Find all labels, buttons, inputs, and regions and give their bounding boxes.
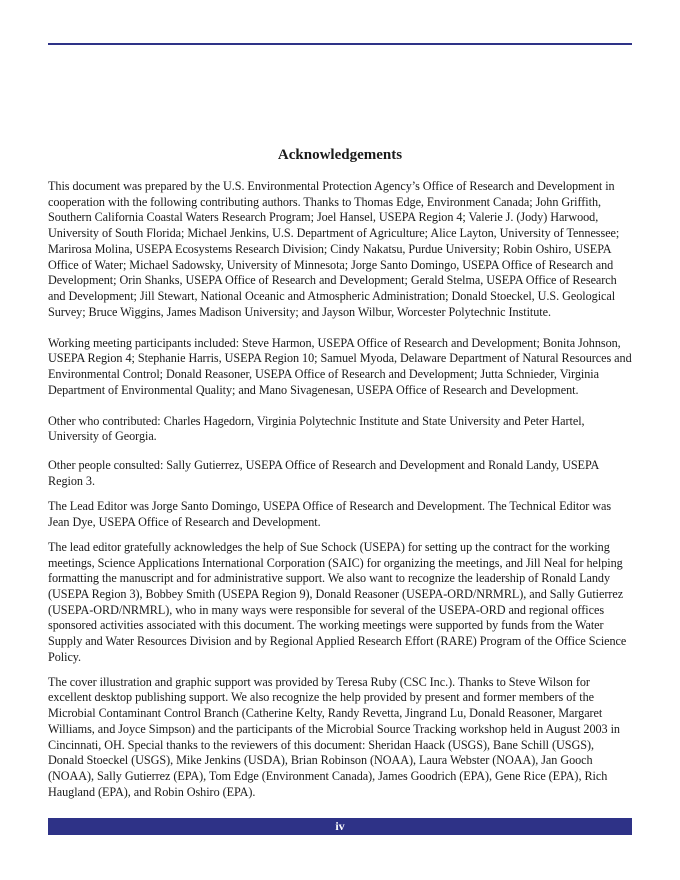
acknowledgements-body bbox=[48, 179, 632, 800]
paragraph-editors: The Lead Editor was Jorge Santo Domingo, USEPA Office of Research and Development. The Technical Editor was Jean Dye, USEPA Office of Research and Development. bbox=[48, 499, 612, 529]
footer-bar bbox=[48, 818, 632, 835]
page-number: iv bbox=[335, 819, 345, 833]
paragraph-people-consulted: Other people consulted: Sally Gutierrez, USEPA Office of Research and Development and Ronald Landy, USEPA Region 3. bbox=[48, 458, 599, 489]
paragraph-cover-and-reviewers: The cover illustration and graphic support was provided by Teresa Ruby (CSC Inc.). Thanks to Steve Wilson for excellent desktop publishing support. We also recognize the help provided by present and former members of the Microbial Contaminant Control Branch (Catherine Kelty, Randy Revetta, Jingrand Lu, Donald Reasoner, Margaret Williams, and Joyce Simpson) and the participants of the Microbial Source Tracking workshop held in August 2003 in Cincinnati, OH. Special thanks to the reviewers of this document: Sheridan Haack (USGS), Bane Schill (USGS), Donald Stoeckel (USGS), Mike Jenkins (USDA), Brian Robinson (NOAA), Laura Webster (NOAA), Jan Gooch (NOAA), Sally Gutierrez (EPA), Tom Edge (Environment Canada), James Goodrich (EPA), Gene Rice (EPA), Rich Haugland (EPA), and Robin Oshiro (EPA). bbox=[48, 674, 620, 799]
paragraph-lead-editor-thanks: The lead editor gratefully acknowledges the help of Sue Schock (USEPA) for setting up the contract for the working meetings, Science Applications International Corporation (SAIC) for organizing the meetings, and Jill Neal for helping formatting the manuscript and for administrative support. We also want to recognize the leadership of Ronald Landy (USEPA Region 3), Bobbey Smith (USEPA Region 9), Donald Reasoner (USEPA-ORD/NRMRL), and Sally Gutierrez (USEPA-ORD/NRMRL), who in many ways were responsible for several of the USEPA-ORD and regional offices sponsored activities associated with this document. The working meetings were supported by funds from the Water Supply and Water Resources Division and by Regional Applied Research Effort (RARE) Program of the Office Science Policy. bbox=[48, 539, 627, 664]
paragraph-other-contributors: Other who contributed: Charles Hagedorn, Virginia Polytechnic Institute and State University and Peter Hartel, University of Georgia. bbox=[48, 413, 585, 444]
paragraph-contributing-authors: This document was prepared by the U.S. Environmental Protection Agency’s Office of Research and Development in cooperation with the following contributing authors. Thanks to Thomas Edge, Environment Canada; John Griffith, Southern California Coastal Waters Research Program; Joel Hansel, USEPA Region 4; Valerie J. (Jody) Harwood, University of South Florida; Michael Jenkins, U.S. Department of Agriculture; Alice Layton, University of Tennessee; Marirosa Molina, USEPA Ecosystems Research Division; Cindy Nakatsu, Purdue University; Robin Oshiro, USEPA Office of Water; Michael Sadowsky, University of Minnesota; Jorge Santo Domingo, USEPA Office of Research and Development; Orin Shanks, USEPA Office of Research and Development; Gerald Stelma, USEPA Office of Research and Development; Jill Stewart, National Oceanic and Atmospheric Administration; Donald Stoeckel, U.S. Geological Survey; Bruce Wiggins, James Madison University; and Jayson Wilbur, Worcester Polytechnic Institute. bbox=[48, 179, 620, 319]
page-title: Acknowledgements bbox=[277, 147, 403, 163]
top-rule bbox=[48, 43, 632, 45]
paragraph-meeting-participants: Working meeting participants included: Steve Harmon, USEPA Office of Research and Development; Bonita Johnson, USEPA Region 4; Stephanie Harris, USEPA Region 10; Samuel Myoda, Delaware Department of Natural Resources and Environmental Control; Donald Reasoner, USEPA Office of Research and Development; Jutta Schnieder, Virginia Department of Environmental Quality; and Mano Sivagenesan, USEPA Office of Research and Development. bbox=[48, 335, 632, 397]
